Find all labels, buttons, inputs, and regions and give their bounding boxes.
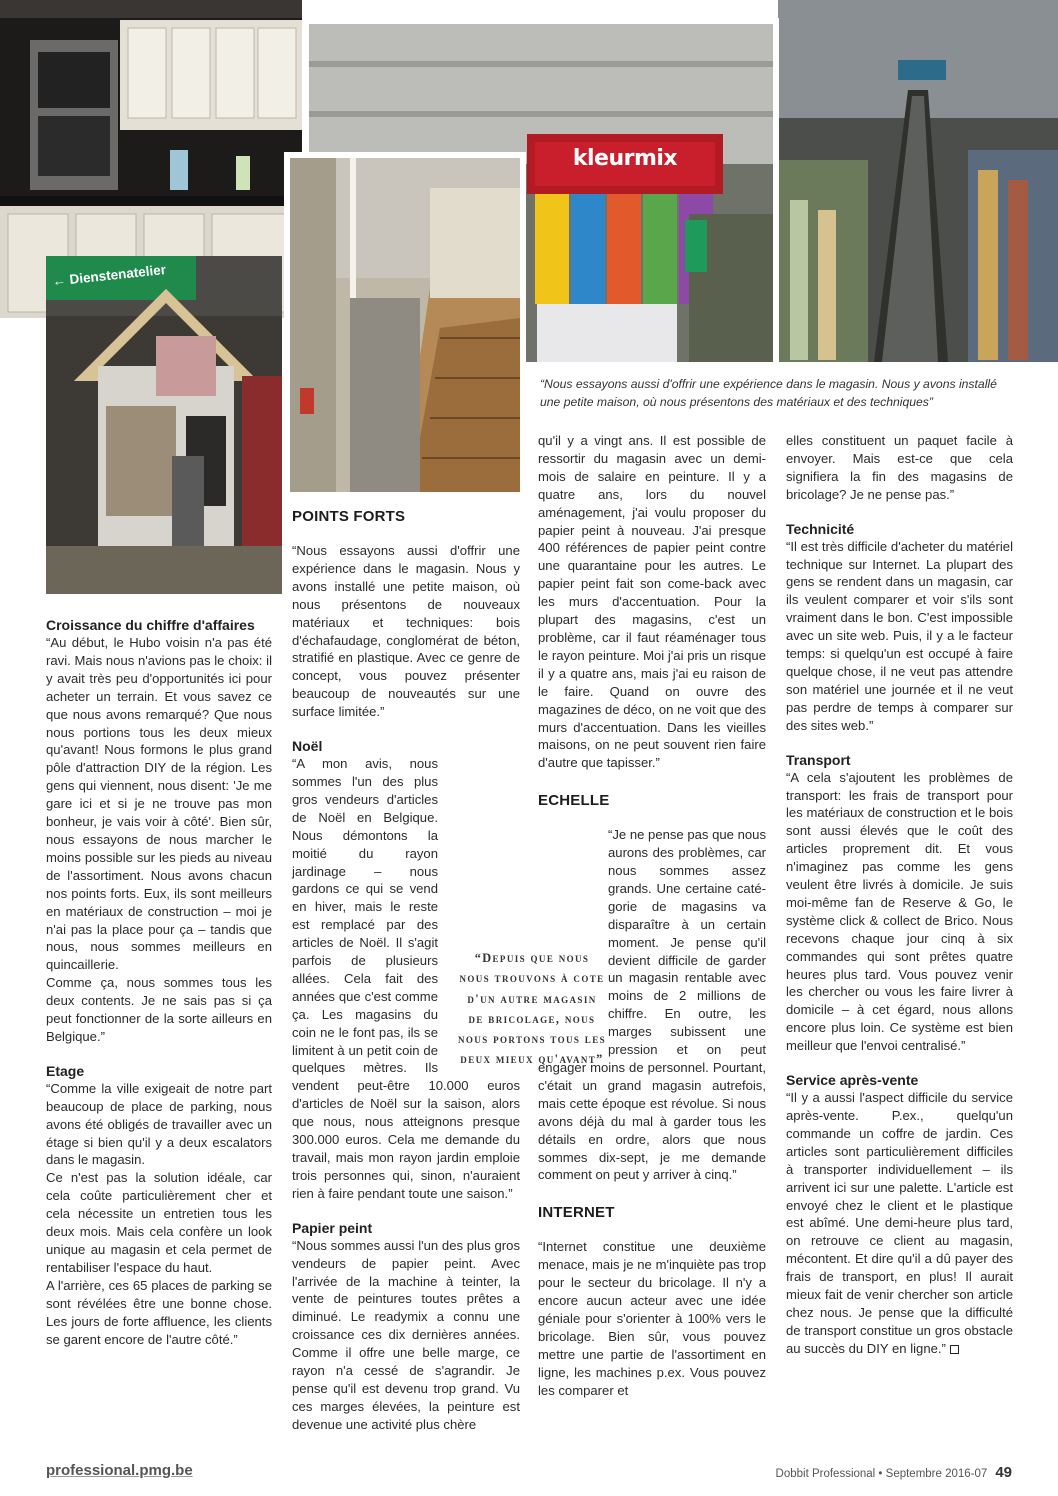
heading-etage: Etage [46, 1062, 85, 1079]
footer-publication [776, 1464, 1012, 1481]
paragraph: “Il est très difficile d'acheter du matériel technique sur Internet. La plupart des gens se rendent dans un magasin, car ils veulent comparer et voir s'ils sont vraiment dans le bon. C'est impossible avec un site web. Puis, il y a le facteur temps: si quelqu'un est occupé à faire quelque chose, il ne veut pas attendre son matériel une journée et il ne veut pas perdre de temps à comparer sur des sites web.” [786, 538, 1013, 733]
paragraph: Comme ça, nous sommes tous les deux contents. Je ne sais pas si ça peut fonctionner de la sorte ailleurs en Belgique.” [46, 975, 272, 1044]
heading-internet: INTERNET [538, 1204, 615, 1222]
publication-info: Dobbit Professional • Septembre 2016-07 [775, 1468, 988, 1480]
dienstenatelier-sign: ← Dienstenatelier [51, 261, 167, 289]
paragraph: elles constituent un paquet facile à envoyer. Mais est-ce que cela signifiera la fin des magasins de bricolage? Je ne pense pas.” [786, 433, 1013, 502]
paragraph: “Au début, le Hubo voisin n'a pas été ravi. Mais nous n'avions pas le choix: il y avait très peu d'opportunités ici pour acheter un terrain. Et vous savez ce que nous avons remarqué? Que nous nous portions tous les deux mieux qu'avant! Nous formons le plus grand pôle d'attraction DIY de la région. Les gens qui viennent, nous disent: 'Je me gare ici et si je ne trouve pas mon bonheur, je vais voir à côté'. Bien sûr, nous essayons de nous marcher le moins possible sur les pieds au niveau de l'assortiment. Nous avons chacun nos points forts. Eux, ils sont meilleurs en matériaux de construction – moi je n'ai pas la place pour ça – tandis que nous, nous sommes meilleurs en quincaillerie. [46, 635, 272, 973]
kleurmix-sign: kleurmix [572, 146, 678, 171]
heading-croissance: Croissance du chiffre d'affaires [46, 617, 255, 633]
wallpaper-aisle-photo [290, 158, 520, 492]
website-link[interactable]: professional.pmg.be [46, 1462, 193, 1479]
paragraph: “Comme la ville exigeait de notre part beaucoup de place de parking, nous avons été obligés de travailler avec un étage si bien qu'il y a deux escalators dans le magasin. [46, 1080, 272, 1168]
page-number: 49 [995, 1464, 1012, 1481]
paragraph: “A cela s'ajoutent les problèmes de transport: les frais de transport pour les matériaux de construction et le bois sont aussi élevés que le coût des articles proprement dit. Et vous n'imaginez pas comme les gens veulent être livrés à domicile. Je suis moi-même fan de Reserve & Go, le système click & collect de Brico. Nous recevons chaque jour cinq à six commandes qui sont prêtes quatre heures plus tard. Vous pouvez venir les chercher ou vous les faire livrer à domicile – à cet égard, nous allons encore plus loin. Ce système est bien meilleur que l'envoi centralisé.” [786, 769, 1013, 1054]
paragraph: “Nous sommes aussi l'un des plus gros vendeurs de papier peint. Avec l'arrivée de la machine à teinter, la vente de peintures toutes prêtes a diminué. Le readymix a connu une croissance ces dix dernières années. Comme il offre une belle marge, ce rayon n'a cessé de s'agrandir. Je pense qu'il est devenu trop grand. Vu ces marges élevées, la peinture est devenue une activité plus chère [292, 1237, 520, 1432]
noel-text: “A mon avis, nous sommes l'un des plus gros vendeurs d'articles de Noël en Belgique. Nous démontons la moitié du rayon jardinage – nous gardons ce qui se vend en hiver, mais le reste est remplacé par des articles de Noël. Il s'agit parfois de plusieurs allées. Cela fait des années que c'est comme ça. Les magasins du coin ne le font pas, ils se limitent à un petit coin de quelques mètres. Ils vendent peut-être 10.000 euros d'articles de Noël sur la saison, alors que nous, nous atteignons presque 300.000 euros. Cela me demande du travail, mais mon rayon jardin emploie trois personnes qui, sinon, n'auraient rien à faire pendant toute une saison.” [292, 756, 520, 1201]
heading-noel: Noël [292, 738, 323, 755]
escalator-photo [778, 0, 1058, 362]
end-mark-icon [950, 1345, 959, 1354]
paragraph: “Internet constitue une deuxième menace, mais je ne m'inquiète pas trop pour le secteur du bricolage. Il n'y a encore aucun acteur avec une idée géniale pour s'orienter à 100% vers le bricolage. Bien sûr, vous pouvez mettre une partie de l'assortiment en ligne, les machines p.ex. Vous pouvez les comparer et [538, 1239, 766, 1398]
heading-service: Service après-vente [786, 1072, 919, 1089]
heading-papier-peint: Papier peint [292, 1219, 373, 1236]
pull-quote: “Depuis que nous nous trouvons à cote d'un autre magasin de bricolage, nous nous portons tous les deux mieux qu'avant” [458, 951, 607, 1067]
workshop-house-photo [46, 256, 282, 594]
paragraph: A l'arrière, ces 65 places de parking se sont révélées être une bonne chose. Les jours de forte affluence, les clients se garent encore de l'autre côté.” [46, 1277, 272, 1347]
column-1 [46, 616, 272, 1348]
photo-caption: “Nous essayons aussi d'offrir une expérience dans le magasin. Nous y avons installé une petite maison, où nous présentons des matériaux et des techniques” [540, 377, 997, 409]
paragraph: qu'il y a vingt ans. Il est possible de ressortir du magasin avec un demi-mois de salaire en peinture. Il y a quatre ans, lors du nouvel aménagement, j'ai voulu proposer du papier peint à nouveau. J'ai presque 400 références de papier peint contre une quarantaine pour les autres. Le papier peint fait son come-back avec les murs d'accentuation. Pour la plupart des magasins, c'est un problème, car il faut réaménager tous le rayon peinture. Moi j'ai pris un risque il y a quatre ans, mais j'ai eu raison de le faire. Quand on ouvre des magazines de déco, on ne voit que des murs d'accentuation. Dans les vieilles maisons, on ne peut souvent rien faire d'autre que tapisser.” [538, 433, 766, 771]
service-text: “Il y a aussi l'aspect difficile du service après-vente. P.ex., quelqu'un commande un coffre de jardin. Ces articles sont particulièrement difficiles à transporter individuellement – ils arrivent ici sur une palette. L'article est envoyé chez le client et le plastique est abîmé. Une demi-heure plus tard, on retrouve ce client au magasin, mécontent. Et dire qu'il a dû payer des frais de transport, en plus! Il aurait mieux fait de venir chercher son article chez nous. Je pense que la difficulté de transport constitue un gros obstacle au succès du DIY en ligne.” [786, 1090, 1013, 1356]
paragraph: “Nous essayons aussi d'offrir une expérience dans le magasin. Nous y avons installé une petite maison, où nous présentons de nouveaux matériaux et techniques: bois d'échafaudage, conglomérat de béton, stratifié en plastique. Avec ce genre de concept, vous pouvez présenter beaucoup de nouveautés sur une surface limitée.” [292, 543, 520, 720]
column-3 [538, 432, 766, 1400]
heading-echelle: ECHELLE [538, 792, 610, 810]
heading-points-forts: POINTS FORTS [292, 508, 406, 525]
heading-technicite: Technicité [786, 520, 855, 537]
paragraph: Ce n'est pas la solution idéale, car cela coûte particulièrement cher et cela nécessite un entretien tous les deux mois. Mais cela confère un look unique au magasin et cela permet de rentabiliser l'espace du haut. [46, 1170, 272, 1275]
heading-transport: Transport [786, 751, 851, 768]
echelle-text: “Je ne pense pas que nous aurons des problèmes, car nous sommes assez grands. Une certaine catégorie de magasins va disparaître à un certain moment. Je pense qu'il devient difficile de garder un magasin rentable avec moins de 2 millions de chiffre. En outre, les marges subissent une pression et on peut engager moins de personnel. Pourtant, c'était un grand magasin autrefois, mais cette époque est révolue. Si nous avons déjà du mal à garder tous les détails en ordre, alors que nous sommes dix-sept, je me demande comment on peut y arriver à cinq.” [538, 827, 766, 1183]
column-4 [786, 432, 1013, 1358]
paragraph [786, 1089, 1013, 1358]
